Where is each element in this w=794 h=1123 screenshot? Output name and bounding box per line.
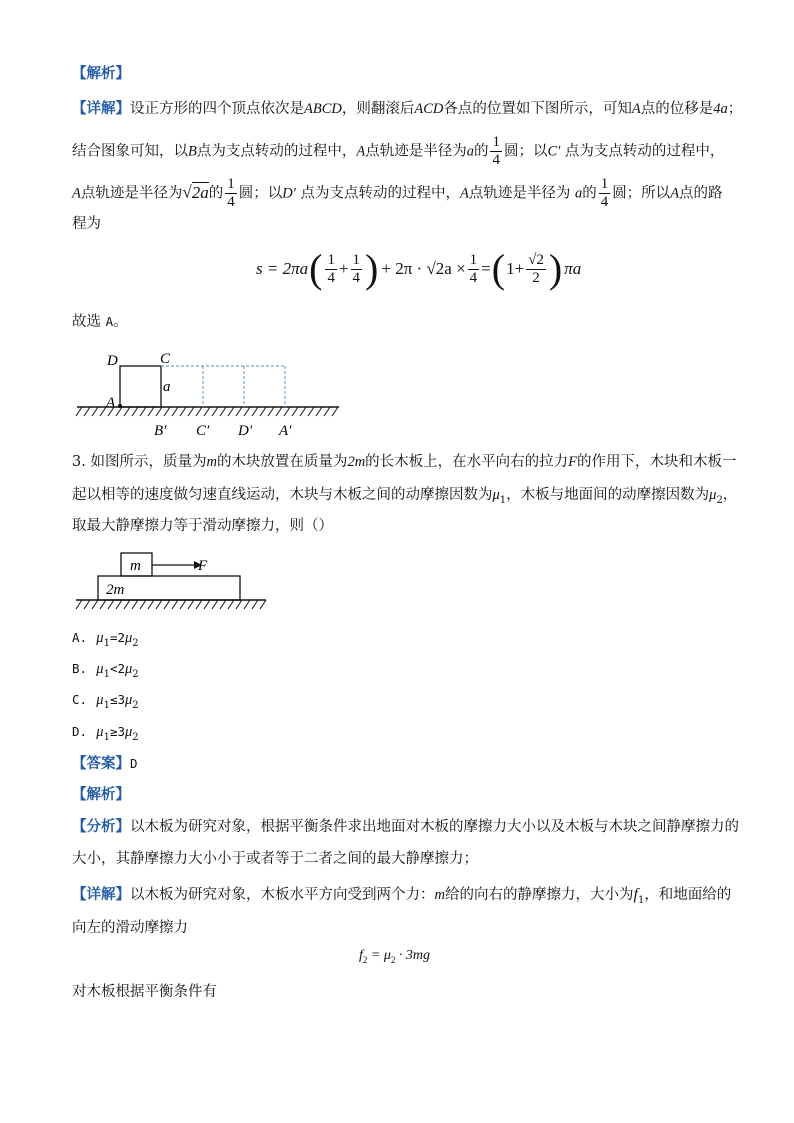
label-a-prime: A′ (279, 423, 292, 439)
var: μ (492, 487, 500, 503)
path-formula: s = 2πa ( $\frac{1}{4}$ + $\frac{1}{4}$ ) + 2π · √2a × $\frac{1}{4}$ = ( 1+ $\frac{√2}{2}$ ) πa (256, 246, 582, 291)
var: B (188, 143, 197, 160)
text: 点轨迹是半径为 (365, 143, 467, 160)
sub: 2 (716, 494, 723, 506)
text: 点为支点转动的过程中， (196, 143, 357, 160)
text: 以木板为研究对象，根据平衡条件求出地面对木板的摩擦力大小以及木板与木块之间静摩擦力的 (130, 819, 739, 835)
detail-line-1 (72, 99, 742, 119)
text: 给的向右的静摩擦力，大小为 (444, 887, 634, 903)
label-c-prime: C′ (196, 423, 210, 439)
ground-hatch (76, 407, 338, 416)
var: D′ (282, 185, 296, 202)
sub: 1 (637, 894, 645, 906)
var: f (633, 886, 638, 903)
formula-part: 1+ (506, 259, 525, 278)
detail-tag: 【详解】 (72, 886, 130, 903)
label-b-prime: B′ (154, 423, 167, 439)
ground-hatch (76, 600, 266, 609)
fraction-quarter: $\frac{1}{4}$ (227, 176, 235, 210)
q3-line-3: 取最大静摩擦力等于滑动摩擦力，则（） (72, 518, 333, 534)
var: 4a (713, 101, 728, 117)
block-board-figure (72, 548, 272, 614)
answer-line (72, 754, 138, 774)
text: 各点的位置如下图所示，可知 (443, 101, 632, 117)
fraction-quarter: $\frac{1}{4}$ (492, 134, 500, 168)
detail-line-2 (72, 134, 724, 169)
sub: 1 (499, 494, 507, 506)
text: 以木板为研究对象，木板水平方向受到两个力： (130, 887, 435, 903)
point-a-dot (118, 404, 122, 408)
text: 故选 (72, 314, 101, 330)
label-a: A (106, 395, 116, 411)
text: 的作用下，木块和木板一 (577, 454, 737, 470)
fraction-sqrt2-over-2: $\frac{√2}{2}$ (528, 251, 544, 286)
fraction-quarter: $\frac{1}{4}$ (327, 251, 335, 286)
analysis-heading: 【解析】 (72, 65, 130, 82)
detail-line-3 (72, 176, 723, 211)
var: μ (709, 487, 717, 503)
text: 圆；以 (503, 143, 548, 160)
label-c: C (160, 351, 171, 367)
fenxi-line-1 (72, 817, 739, 837)
var: a (466, 143, 474, 160)
text: ； (727, 101, 743, 117)
text: 的长木板上，在水平向右的拉力 (365, 454, 569, 470)
fraction-quarter: $\frac{1}{4}$ (600, 176, 609, 210)
text: ，木板与地面间的动摩擦因数为 (506, 487, 710, 503)
option-a[interactable]: A. $\mu_1=2\mu_2$ (72, 630, 139, 649)
friction-equation: $f_2 = \mu_2 \cdot 3mg$ (359, 948, 430, 965)
text: 点的位移是 (640, 101, 714, 117)
text: ，则翻滚后 (341, 101, 415, 117)
formula-part: + 2π · √2a × (381, 259, 466, 278)
option-c[interactable]: C. $\mu_1\le 3\mu_2$ (72, 692, 139, 711)
last-line: 对木板根据平衡条件有 (72, 984, 217, 1000)
text: 点为支点转动的过程中， (300, 185, 460, 202)
label-f: F (198, 558, 208, 574)
text: 圆；所以 (612, 185, 671, 202)
fraction-quarter: $\frac{1}{4}$ (352, 251, 361, 286)
fenxi-line-2: 大小，其静摩擦力大小小于或者等于二者之间的最大静摩擦力； (72, 851, 478, 867)
label-2m: 2m (106, 582, 125, 598)
var: C′ (547, 143, 561, 160)
q3-line-1 (72, 452, 737, 472)
answer-value: D (130, 756, 138, 771)
var: A (670, 185, 680, 202)
label-m: m (130, 558, 141, 574)
var: ABCD (304, 101, 342, 117)
fenxi-tag: 【分析】 (72, 818, 130, 835)
var: A (72, 185, 81, 202)
var: ACD (414, 101, 444, 117)
text: 的木块放置在质量为 (216, 454, 348, 470)
text: 结合图象可知，以 (72, 143, 188, 160)
var: m (434, 887, 445, 903)
label-d: D (107, 353, 118, 369)
detail2-line-1 (72, 885, 731, 911)
formula-part: = (481, 259, 491, 278)
var: A (356, 143, 366, 160)
text: 点轨迹是半径为 (80, 185, 183, 202)
text: 3. 如图所示，质量为 (72, 454, 207, 470)
label-d-prime: D′ (238, 423, 253, 439)
rolling-square-figure (72, 345, 352, 440)
var: A (459, 185, 469, 202)
dashed-squares (161, 366, 285, 407)
option-b[interactable]: B. $\mu_1<2\mu_2$ (72, 661, 139, 680)
analysis-heading-2: 【解析】 (72, 786, 130, 803)
text: ，和地面给的 (644, 887, 732, 903)
text: 。 (113, 314, 128, 330)
text: 圆；以 (238, 185, 283, 202)
text: 设正方形的四个顶点依次是 (130, 101, 304, 117)
text: 的 (582, 185, 597, 202)
detail2-line-2: 向左的滑动摩擦力 (72, 920, 188, 936)
detail-line-4: 程为 (72, 216, 101, 232)
square (120, 366, 161, 407)
var: 2m (347, 454, 366, 470)
fraction-quarter: $\frac{1}{4}$ (469, 251, 478, 286)
var: a (574, 185, 583, 202)
answer-tag: 【答案】 (72, 755, 130, 772)
var: F (568, 454, 578, 470)
var: m (206, 454, 217, 470)
formula-part: πa (564, 259, 582, 278)
formula-part: s = 2πa (256, 259, 309, 278)
option-label: B. (72, 661, 88, 676)
var: A (631, 101, 641, 117)
sqrt-expr: √2a (182, 182, 209, 202)
option-label: A. (72, 630, 88, 645)
text: 的 (473, 143, 489, 160)
q3-line-2 (72, 485, 737, 511)
text: 起以相等的速度做匀速直线运动，木块与木板之间的动摩擦因数为 (72, 487, 493, 503)
text: 点的路 (679, 185, 723, 202)
conclusion (72, 312, 128, 332)
text: 的 (208, 185, 224, 202)
var: A (105, 314, 114, 329)
option-label: D. (72, 724, 88, 739)
detail-tag: 【详解】 (72, 100, 130, 117)
label-a-side: a (163, 379, 171, 395)
text: 点为支点转动的过程中， (564, 143, 725, 160)
text: 点轨迹是半径为 (468, 185, 571, 202)
option-label: C. (72, 692, 88, 707)
text: ， (722, 487, 738, 503)
option-d[interactable]: D. $\mu_1\ge 3\mu_2$ (72, 724, 139, 743)
